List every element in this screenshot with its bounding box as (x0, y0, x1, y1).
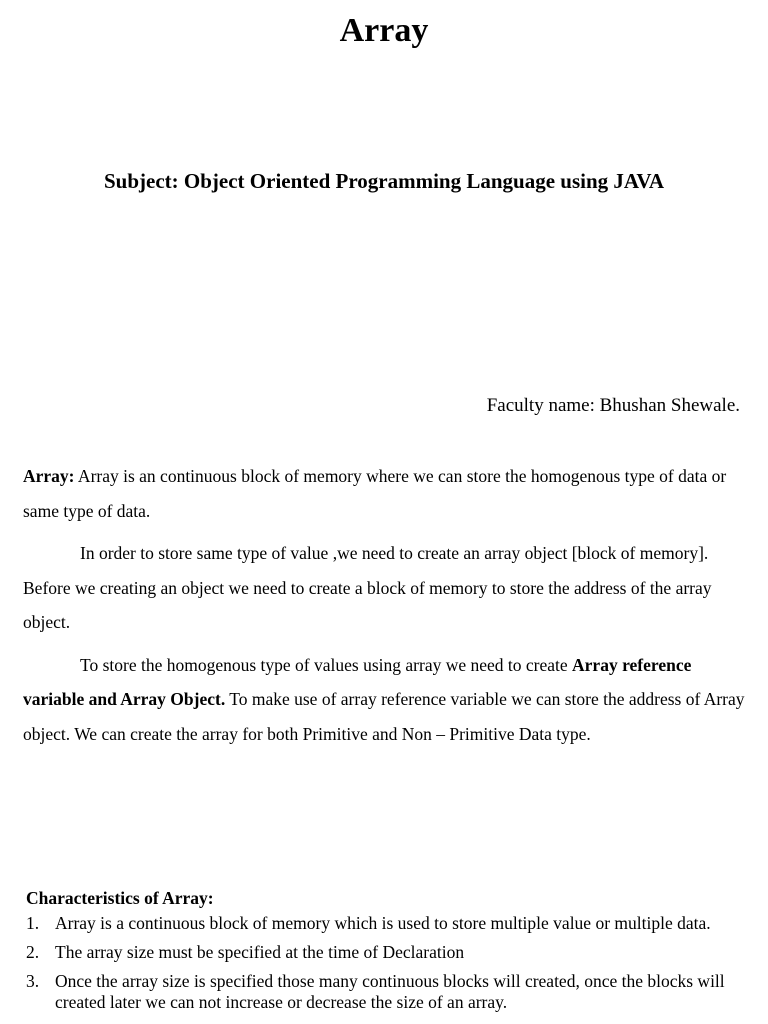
paragraph3-rest: To make use of array reference variable we can store the address of Array object. We can create the array for both Primitive and Non – Primitive Data type. (23, 689, 745, 744)
body-text (23, 459, 745, 759)
list-item-number: 1. (26, 913, 40, 933)
faculty-name: Faculty name: Bhushan Shewale. (486, 395, 740, 416)
characteristics-section (26, 886, 746, 1021)
list-item-text: Array is a continuous block of memory which is used to store multiple value or multiple data. (55, 913, 711, 933)
list-item-text: The array size must be specified at the time of Declaration (55, 942, 465, 962)
document-title: Array (339, 12, 429, 49)
definition-term: Array: (23, 466, 75, 486)
list-item (26, 971, 746, 1013)
characteristics-heading: Characteristics of Array: (26, 888, 214, 908)
subject-line: Subject: Object Oriented Programming Language using JAVA (103, 169, 664, 193)
list-item (26, 942, 746, 963)
definition-paragraph (23, 459, 745, 528)
paragraph-reference-variable (23, 648, 745, 752)
paragraph3-intro: To store the homogenous type of values using array we need to create (80, 654, 573, 675)
paragraph-array-object: In order to store same type of value ,we need to create an array object [block of memory]. Before we creating an object we need to create a block of memory to store the address of the array object. (23, 543, 712, 632)
list-item-number: 3. (26, 971, 40, 991)
paragraph3-bold: Array reference variable and Array Object. (23, 654, 692, 709)
list-item-text: Once the array size is specified those many continuous blocks will created, once the blocks will created later we can not increase or decrease the size of an array. (55, 971, 725, 1012)
list-item (26, 913, 746, 934)
characteristics-list (26, 913, 746, 1013)
list-item-number: 2. (26, 942, 40, 962)
definition-text: Array is an continuous block of memory where we can store the homogenous type of data or same type of data. (23, 466, 727, 521)
